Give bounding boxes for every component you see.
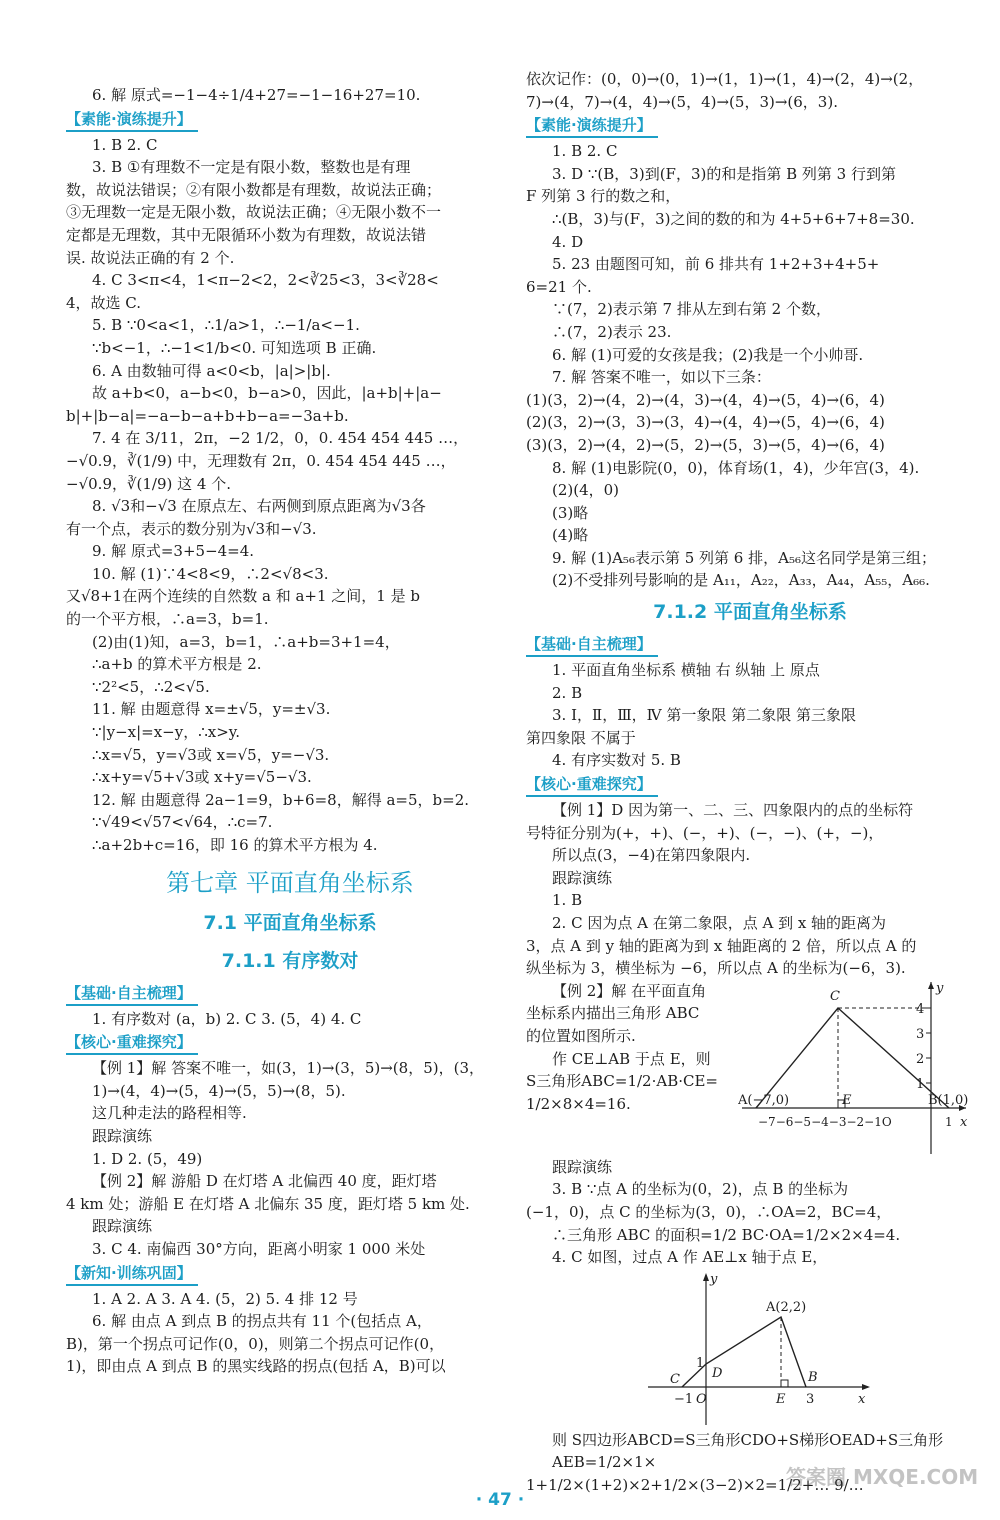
- watermark-text: 答案圈 MXQE.COM: [786, 1465, 979, 1489]
- text-line: 6. A 由数轴可得 a<0<b，|a|>|b|.: [92, 361, 331, 380]
- text-line: 1. 平面直角坐标系 横轴 右 纵轴 上 原点: [552, 661, 820, 680]
- text-line: 12. 解 由题意得 2a−1=9，b+6=8，解得 a=5，b=2.: [92, 790, 470, 809]
- text-line: 4. 有序实数对 5. B: [552, 751, 681, 770]
- label-a: A(−7,0): [738, 1092, 790, 1108]
- label-a2: A(2,2): [766, 1299, 807, 1315]
- x-tick-1: 1: [945, 1114, 953, 1129]
- quadrilateral-abcd-figure: [646, 1269, 876, 1429]
- label-1: 1: [696, 1355, 705, 1371]
- text-line: 有一个点，表示的数分别为√3和−√3.: [66, 519, 317, 538]
- text-line: 依次记作：(0，0)→(0，1)→(1，1)→(1，4)→(2，4)→(2，: [526, 70, 924, 88]
- section-tag: 【素能·演练提升】: [526, 115, 658, 138]
- text-line: ∵(7，2)表示第 7 排从左到右第 2 个数，: [552, 300, 831, 319]
- text-line: 1)→(4，4)→(5，4)→(5，5)→(8，5).: [92, 1081, 346, 1100]
- y-tick-2: 2: [916, 1051, 925, 1067]
- x-ticks: −7−6−5−4−3−2−1O: [758, 1114, 892, 1129]
- right-top-text: [526, 68, 974, 980]
- label-c: C: [830, 988, 840, 1004]
- section-tag: 【基础·自主梳理】: [526, 634, 658, 657]
- section-tag: 【核心·重难探究】: [66, 1032, 198, 1055]
- text-line: 这几种走法的路程相等.: [92, 1104, 247, 1123]
- section-tag: 【基础·自主梳理】: [66, 983, 198, 1006]
- text-line: ∴a+b 的算术平方根是 2.: [92, 655, 262, 674]
- label-d: D: [712, 1365, 723, 1381]
- text-line: 的位置如图所示.: [526, 1026, 636, 1045]
- text-line: ∴a+2b+c=16，即 16 的算术平方根为 4.: [92, 836, 378, 854]
- right-mid-text: [526, 1156, 974, 1269]
- text-line: b|+|b−a|=−a−b−a+b+b−a=−3a+b.: [66, 406, 349, 425]
- text-line: 2. C 因为点 A 在第二象限，点 A 到 x 轴的距离为: [552, 914, 887, 932]
- text-line: 作 CE⊥AB 于点 E，则: [552, 1049, 711, 1068]
- text-line: 则 S四边形ABCD=S三角形CDO+S梯形OEAD+S三角形AEB=1/2×1×: [552, 1430, 944, 1472]
- text-line: 所以点(3，−4)在第四象限内.: [552, 846, 751, 865]
- text-line: 3，点 A 到 y 轴的距离为到 x 轴距离的 2 倍，所以点 A 的: [526, 936, 917, 955]
- text-line: ∵2²<5，∴2<√5.: [92, 677, 210, 696]
- text-line: 1. B 2. C: [552, 142, 618, 161]
- text-line: 第四象限 不属于: [526, 728, 636, 747]
- label-o: O: [696, 1391, 707, 1407]
- text-line: 1)，即由点 A 到点 B 的黑实线路的拐点(包括 A，B)可以: [66, 1357, 446, 1376]
- example-2-block: [526, 980, 974, 1156]
- text-line: 3. B ∵点 A 的坐标为(0，2)，点 B 的坐标为: [552, 1180, 849, 1199]
- text-line: 8. 解 (1)电影院(0，0)，体育场(1，4)，少年宫(3，4).: [552, 458, 920, 477]
- text-line: 4 km 处；游船 E 在灯塔 A 北偏东 35 度，距灯塔 5 km 处.: [66, 1194, 470, 1213]
- section-tag: 【素能·演练提升】: [66, 109, 198, 132]
- text-line: 3. Ⅰ，Ⅱ，Ⅲ，Ⅳ 第一象限 第二象限 第三象限: [552, 706, 856, 725]
- text-line: 6. 解 (1)可爱的女孩是我；(2)我是一个小帅哥.: [552, 345, 864, 364]
- text-line: 5. B ∵0<a<1，∴1/a>1，∴−1/a<−1.: [92, 316, 360, 335]
- section-tag-row: [66, 1030, 514, 1057]
- text-line: 定都是无理数，其中无限循环小数为有理数，故说法错: [66, 225, 427, 244]
- text-line: 【例 2】解 游船 D 在灯塔 A 北偏西 40 度，距灯塔: [92, 1172, 437, 1191]
- text-line: 号特征分别为(+，+)、(−，+)、(−，−)、(+，−)，: [526, 823, 884, 842]
- text-line: 4，故选 C.: [66, 293, 142, 312]
- text-line: 1. 有序数对 (a，b) 2. C 3. (5，4) 4. C: [92, 1009, 362, 1028]
- text-line: 10. 解 (1)∵4<8<9，∴2<√8<3.: [92, 564, 329, 583]
- label-3: 3: [806, 1391, 815, 1407]
- text-line: 3. C 4. 南偏西 30°方向，距离小明家 1 000 米处: [92, 1239, 426, 1258]
- y-tick-3: 3: [916, 1026, 925, 1042]
- text-line: ∴三角形 ABC 的面积=1/2 BC·OA=1/2×2×4=4.: [552, 1225, 901, 1244]
- text-line: 跟踪演练: [92, 1217, 153, 1236]
- text-line: 纵坐标为 3，横坐标为 −6，所以点 A 的坐标为(−6，3).: [526, 959, 906, 978]
- text-line: 【例 2】解 在平面直角: [552, 981, 707, 1000]
- section-title: 7.1.2 平面直角坐标系: [653, 601, 847, 624]
- label-b: B(1,0): [928, 1092, 969, 1108]
- text-line: 【例 1】解 答案不唯一，如(3，1)→(3，5)→(8，5)，(3，: [92, 1059, 484, 1078]
- text-line: 跟踪演练: [552, 868, 613, 887]
- text-line: (2)由(1)知，a=3，b=1，∴a+b=3+1=4，: [92, 632, 400, 651]
- text-line: 又√8+1在两个连续的自然数 a 和 a+1 之间，1 是 b: [66, 587, 420, 606]
- section-tag: 【核心·重难探究】: [526, 774, 658, 797]
- section-tag-row: [526, 632, 974, 659]
- text-line: −√0.9，∛(1/9) 中，无理数有 2π，0. 454 454 445 …，: [66, 451, 456, 470]
- text-line: (−1，0)，点 C 的坐标为(3，0)，∴OA=2，BC=4，: [526, 1202, 892, 1221]
- left-column: [66, 84, 514, 1378]
- text-line: 11. 解 由题意得 x=±√5，y=±√3.: [92, 700, 331, 719]
- text-line: (2)(3，2)→(3，3)→(3，4)→(4，4)→(5，4)→(6，4): [526, 413, 885, 432]
- chapter-title: 第七章 平面直角坐标系: [166, 868, 414, 897]
- label-x: x: [960, 1114, 968, 1130]
- text-line: F 列第 3 行的数之和，: [526, 187, 681, 206]
- label-y2: y: [710, 1271, 718, 1287]
- text-line: 9. 解 (1)A₅₆表示第 5 列第 6 排，A₅₆这名同学是第三组；: [552, 548, 936, 567]
- section-tag-row: [66, 981, 514, 1008]
- text-line: ∵√49<√57<√64，∴c=7.: [92, 813, 273, 832]
- triangle-abc-figure: [738, 980, 974, 1156]
- label-c2: C: [670, 1371, 680, 1387]
- text-line: 故 a+b<0，a−b<0，b−a>0，因此，|a+b|+|a−: [92, 384, 442, 403]
- text-line: 2. B: [552, 683, 583, 702]
- text-line: 1. B 2. C: [92, 135, 158, 154]
- text-line: 1. B: [552, 891, 583, 910]
- example-2-text: [526, 980, 731, 1116]
- text-line: 6=21 个.: [526, 277, 592, 296]
- text-line: ∵b<−1，∴−1<1/b<0. 可知选项 B 正确.: [92, 338, 377, 357]
- text-line: 7. 解 答案不唯一，如以下三条：: [552, 368, 771, 387]
- text-line: 的一个平方根，∴a=3，b=1.: [66, 610, 269, 629]
- text-line: 3. D ∵(B，3)到(F，3)的和是指第 B 列第 3 行到第: [552, 164, 896, 183]
- text-line: 4. D: [552, 232, 584, 251]
- section-title: 7.1 平面直角坐标系: [203, 911, 377, 934]
- text-line: 4. C 3<π<4，1<π−2<2，2<∛25<3，3<∛28<: [92, 271, 439, 290]
- text-line: 8. √3和−√3 在原点左、右两侧到原点距离为√3各: [92, 497, 426, 516]
- label-e2: E: [776, 1391, 786, 1407]
- section-tag-row: [66, 107, 514, 134]
- text-line: 数，故说法错误；②有限小数都是有理数，故说法正确；: [66, 180, 442, 199]
- right-column: [526, 68, 974, 1497]
- text-line: 4. C 如图，过点 A 作 AE⊥x 轴于点 E，: [552, 1248, 828, 1267]
- text-line: (4)略: [552, 526, 589, 545]
- label-x2: x: [858, 1391, 866, 1407]
- text-line: ∴(7，2)表示 23.: [552, 322, 672, 341]
- text-line: 跟踪演练: [552, 1157, 613, 1176]
- text-line: −√0.9，∛(1/9) 这 4 个.: [66, 474, 232, 493]
- text-line: ∴x+y=√5+√3或 x+y=√5−√3.: [92, 768, 312, 787]
- text-line: 1+1/2×(1+2)×2+1/2×(3−2)×2=1/2+… 9/…: [526, 1475, 864, 1494]
- text-line: 坐标系内描出三角形 ABC: [526, 1004, 700, 1023]
- text-line: 5. 23 由题图可知，前 6 排共有 1+2+3+4+5+: [552, 255, 880, 274]
- text-line: ∵|y−x|=x−y，∴x>y.: [92, 723, 241, 742]
- section-tag: 【新知·训练巩固】: [66, 1263, 198, 1286]
- watermark-logo: [782, 1462, 982, 1510]
- text-line: 误. 故说法正确的有 2 个.: [66, 248, 235, 267]
- text-line: 1/2×8×4=16.: [526, 1094, 631, 1113]
- text-line: (3)略: [552, 503, 589, 522]
- section-tag-row: [526, 113, 974, 140]
- text-line: (2)(4，0): [552, 481, 620, 500]
- text-line: 1. A 2. A 3. A 4. (5，2) 5. 4 排 12 号: [92, 1289, 358, 1308]
- text-line: S三角形ABC=1/2·AB·CE=: [526, 1072, 718, 1091]
- text-line: 跟踪演练: [92, 1126, 153, 1145]
- text-line: ③无理数一定是无限小数，故说法正确；④无限小数不一: [66, 203, 442, 222]
- text-line: 7. 4 在 3/11，2π，−2 1/2，0，0. 454 454 445 …，: [92, 429, 469, 448]
- text-line: ∴(B，3)与(F，3)之间的数的和为 4+5+6+7+8=30.: [552, 209, 915, 228]
- label-e: E: [842, 1092, 852, 1108]
- section-title: 7.1.1 有序数对: [221, 949, 359, 972]
- text-line: (1)(3，2)→(4，2)→(4，3)→(4，4)→(5，4)→(6，4): [526, 390, 885, 409]
- text-line: 6. 解 原式=−1−4÷1/4+27=−1−16+27=10.: [92, 86, 421, 104]
- text-line: 3. B ①有理数不一定是有限小数，整数也是有理: [92, 158, 411, 177]
- text-line: (3)(3，2)→(4，2)→(5，2)→(5，3)→(5，4)→(6，4): [526, 435, 885, 454]
- text-line: 9. 解 原式=3+5−4=4.: [92, 542, 255, 561]
- text-line: 1. D 2. (5，49): [92, 1149, 203, 1168]
- text-line: 7)→(4，7)→(4，4)→(5，4)→(5，3)→(6，3).: [526, 92, 838, 111]
- text-line: (2)不受排列号影响的是 A₁₁，A₂₂，A₃₃，A₄₄，A₅₅，A₆₆.: [552, 571, 930, 590]
- label-minus1: −1: [674, 1391, 694, 1407]
- section-tag-row: [526, 772, 974, 799]
- text-line: ∴x=√5，y=√3或 x=√5，y=−√3.: [92, 745, 330, 764]
- section-tag-row: [66, 1261, 514, 1288]
- page-number: · 47 ·: [475, 1490, 525, 1510]
- text-line: B)，第一个拐点可记作(0，0)，则第二个拐点可记作(0，: [66, 1334, 445, 1353]
- y-tick-1: 1: [916, 1076, 925, 1092]
- label-b2: B: [808, 1369, 818, 1385]
- text-line: 6. 解 由点 A 到点 B 的拐点共有 11 个(包括点 A，: [92, 1312, 432, 1331]
- label-y: y: [936, 980, 944, 996]
- text-line: 【例 1】D 因为第一、二、三、四象限内的点的坐标符: [552, 801, 914, 820]
- y-tick-4: 4: [916, 1001, 925, 1017]
